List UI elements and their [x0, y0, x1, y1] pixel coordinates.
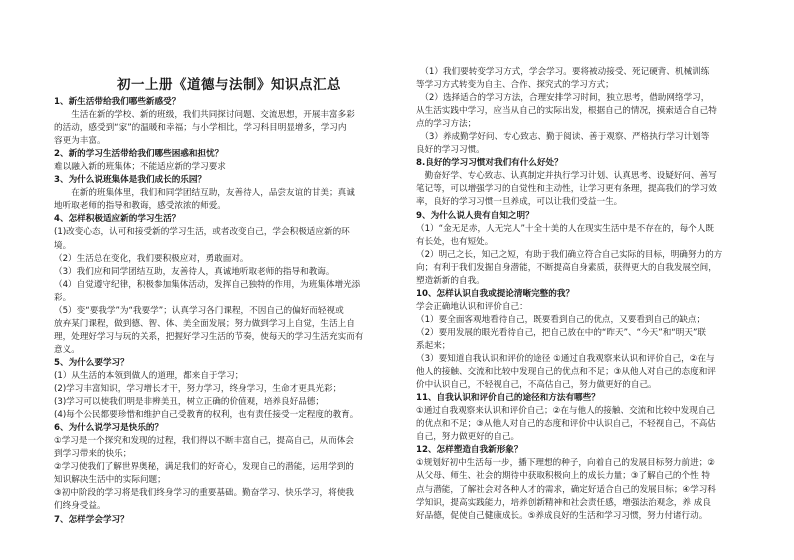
- text-line: 有长处，也有短处。: [416, 236, 494, 247]
- text-line: (2)学习丰富知识，学习增长才干，努力学习，终身学习，生命才更具光彩；: [54, 384, 342, 395]
- text-line: ①学习是一个探究和发现的过程，我们得以不断丰富自己，提高自己，从而体会: [54, 436, 354, 447]
- text-line: 学知识，提高实践能力，培养创新精神和社会责任感，增强法治观念，养 成良: [416, 497, 711, 508]
- section-heading: 9、为什么说人贵有自知之明？: [416, 210, 534, 221]
- text-line: （4）自觉遵守纪律，积极参加集体活动，发挥自己独特的作用，为班集体增光添: [54, 279, 361, 290]
- text-line: 系起来；: [416, 340, 451, 351]
- text-line: 从生活实践中学习，应当从自己的实际出发，根据自己的情况，摸索适合自己特: [416, 106, 717, 117]
- text-line: （1）要全面客观地看待自己，既要看到自己的优点，又要看到自己的缺点；: [416, 314, 706, 325]
- text-line: (4)每个公民都要珍惜和维护自己受教育的权利，也有责任接受一定程度的教育。: [54, 410, 359, 421]
- text-line: （3）养成勤学好问、专心致志、勤于阅读、善于观察、严格执行学习计划等: [416, 132, 710, 143]
- text-line: 地听取老师的指导和教诲，感受浓浓的师爱。: [54, 201, 226, 212]
- text-line: （2）选择适合的学习方法，合理安排学习时间，独立思考，借助网络学习，: [416, 93, 710, 104]
- text-line: （3）要知道自我认识和评价的途径 ①通过自我观察来认识和评价自己，②在与: [416, 354, 715, 365]
- text-line: 等学习方式转变为自主、合作、探究式的学习方式；: [416, 80, 614, 91]
- section-heading: 8.良好的学习习惯对我们有什么好处？: [416, 158, 563, 169]
- section-heading: 4、怎样积极适应新的学习生活？: [54, 214, 181, 225]
- text-line: （1）我们要转变学习方式，学会学习。要将被动接受、死记硬背、机械训练: [416, 67, 710, 77]
- text-line: ①通过自我观察来认识和评价自己；②在与他人的接触、交流和比较中发现自己: [416, 406, 716, 417]
- section-heading: 5、为什么要学习？: [54, 357, 129, 368]
- text-line: (1)改变心态，认可和接受新的学习生活，或者改变自己，学会积极适应新的环: [54, 227, 350, 238]
- left-text-block: [54, 96, 404, 527]
- text-line: 他人的接触、交流和比较中发现自己的优点和不足；③从他人对自己的态度和评: [416, 367, 716, 378]
- text-line: （2）要用发展的眼光看待自己，把自己放在中的“昨天”、“今天”和“明天”联: [416, 327, 706, 338]
- text-line: （2）生活总在变化，我们要积极应对，勇敢面对。: [54, 253, 249, 264]
- right-column: [416, 66, 766, 523]
- text-line: 从父母、师生、社会的期待中获取积极向上的成长力量；③了解自己的个性 特: [416, 471, 711, 482]
- text-line: 的优点和不足；③从他人对自己的态度和评价中认识自己，不轻视自己，不高估: [416, 419, 716, 430]
- text-line: 生活在新的学校、新的班级，我们共同探讨问题、交流思想，开展丰富多彩: [54, 110, 355, 121]
- section-heading: 7、怎样学会学习？: [54, 514, 129, 525]
- right-text-block: [416, 66, 766, 523]
- text-line: 塑造新新的自我。: [416, 275, 485, 286]
- text-line: （3）我们应和同学团结互助，友善待人，真诚地听取老师的指导和教诲。: [54, 266, 335, 277]
- text-line: ②学习使我们了解世界奥秘，满足我们的好奇心，发现自己的潜能，运用学到的: [54, 462, 354, 473]
- text-line: 向；有利于我们发掘自身潜能，不断提高自身素质，获得更大的自我发展空间，: [416, 262, 717, 273]
- text-line: 率，良好的学习习惯一旦养成，可以让我们受益一生。: [416, 197, 623, 208]
- text-line: 彩。: [54, 292, 72, 303]
- text-line: ③初中阶段的学习将是我们终身学习的重要基础。勤奋学习、快乐学习，将使我: [54, 488, 354, 499]
- text-line: 良好的学习习惯。: [416, 145, 485, 156]
- text-line: 境。: [54, 240, 72, 251]
- text-line: 到学习带来的快乐；: [54, 449, 132, 460]
- text-line: 意义。: [54, 344, 80, 355]
- page-title: 初一上册《道德与法制》知识点汇总: [117, 77, 341, 93]
- text-line: 点与潜能，了解社会对各种人才的需求，确定好适合自己的发展目标；④学习科: [416, 484, 716, 495]
- text-line: （2）明己之长，知己之短，有助于我们确立符合自己实际的目标，明确努力的方: [416, 249, 723, 260]
- text-line: ①规划好初中生活每一步，播下理想的种子，向着自己的发展目标努力前进；②: [416, 458, 716, 469]
- section-heading: 12、怎样塑造自我新形象？: [416, 445, 523, 456]
- text-line: 容更为丰富。: [54, 136, 106, 147]
- text-line: （5）变“要我学”为“我要学”；认真学习各门课程，不因自己的偏好而轻视或: [54, 305, 344, 316]
- text-line: 勤奋好学、专心致志、认真制定并执行学习计划、认真思考、设疑好问、善写: [416, 171, 717, 182]
- text-line: 们终身受益。: [54, 501, 106, 512]
- left-column: [54, 76, 404, 527]
- text-line: 笔记等，可以增强学习的自觉性和主动性，让学习更有条理，提高我们的学习效: [416, 184, 717, 195]
- text-line: 放弃某门课程，做到德、智、体、美全面发展；努力做到学习上自觉，生活上自: [54, 318, 355, 329]
- section-heading: 6、为什么说学习是快乐的？: [54, 423, 164, 434]
- text-line: 理，处理好学习与玩的关系，把握好学习生活的节奏，使每天的学习生活充实而有: [54, 331, 364, 342]
- text-line: 点的学习方法；: [416, 119, 477, 130]
- text-line: 难以融入新的班集体；不能适应新的学习要求: [54, 162, 226, 173]
- text-line: 知识解决生活中的实际问题；: [54, 475, 166, 486]
- section-heading: 3、为什么说班集体是我们成长的乐园？: [54, 175, 207, 186]
- text-line: 在新的班集体里，我们和同学团结互助，友善待人，品尝友谊的甘美；真诚: [54, 188, 355, 199]
- text-line: 的活动，感受到“家”的温暖和幸福；与小学相比，学习科目明显增多，学习内: [54, 123, 347, 134]
- text-line: 好品德，促使自己健康成长。⑤养成良好的生活和学习习惯，努力付诸行动。: [416, 510, 708, 521]
- text-line: (1）从生活的本领到做人的道理，都来自于学习；: [54, 370, 244, 381]
- section-heading: 2、新的学习生活带给我们哪些困惑和担忧？: [54, 149, 224, 160]
- section-heading: 11、自我认识和评价自己的途径和方法有哪些？: [416, 393, 600, 404]
- text-line: （1）“金无足赤，人无完人”十全十美的人在现实生活中是不存在的，每个人既: [416, 223, 714, 234]
- section-heading: 10、怎样认识自我或提论清晰完整的我？: [416, 288, 575, 299]
- text-line: (3)学习可以使我们明是非辨美丑，树立正确的价值观，培养良好品德；: [54, 397, 324, 408]
- text-line: 自己，努力做更好的自己。: [416, 432, 520, 443]
- section-heading: 1、新生活带给我们哪些新感受？: [54, 97, 181, 107]
- text-line: 学会正确地认识和评价自己：: [416, 301, 528, 312]
- text-line: 价中认识自己，不轻视自己，不高估自己，努力做更好的自己。: [416, 380, 657, 391]
